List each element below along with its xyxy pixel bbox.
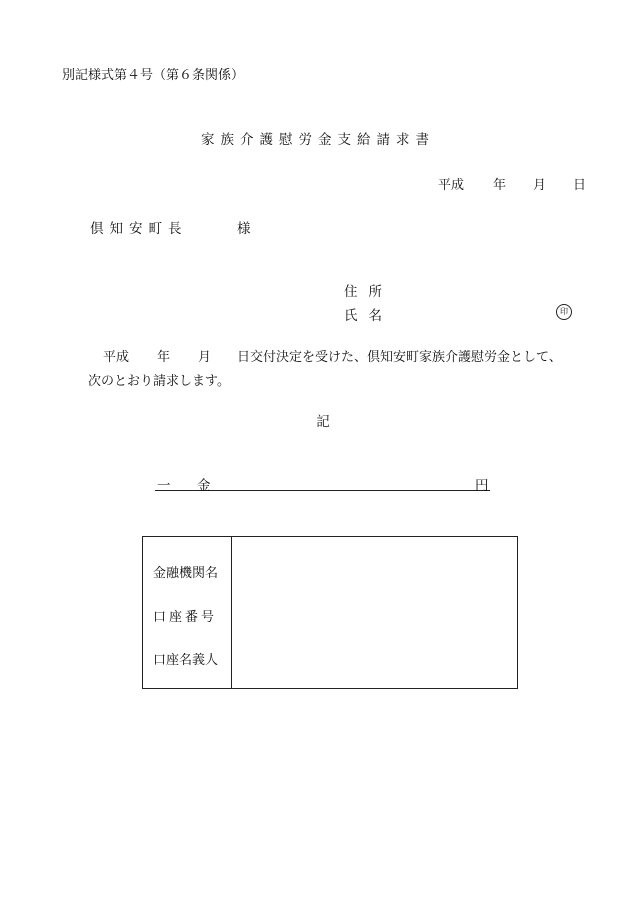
date-month-label: 月 xyxy=(533,178,547,193)
account-number-label: 口座番号 xyxy=(153,610,218,625)
document-title: 家族介護慰労金支給請求書 xyxy=(201,132,435,148)
bank-account-table xyxy=(142,536,518,689)
bank-name-label: 金融機関名 xyxy=(153,566,219,581)
bank-label-column xyxy=(143,537,232,688)
body-era: 平成 xyxy=(103,350,130,365)
account-holder-label: 口座名義人 xyxy=(153,653,219,668)
date-year-label: 年 xyxy=(493,178,507,193)
amount-ichi: 一 xyxy=(157,478,171,494)
body-year-label: 年 xyxy=(157,350,171,365)
date-day-label: 日 xyxy=(573,178,587,193)
body-line-1: 日交付決定を受けた、倶知安町家族介護慰労金として、 xyxy=(237,350,562,365)
body-month-label: 月 xyxy=(198,350,212,365)
date-era: 平成 xyxy=(438,178,465,193)
amount-kin: 金 xyxy=(197,478,211,494)
bank-value-column xyxy=(231,537,517,688)
form-number: 別記様式第４号（第６条関係） xyxy=(62,68,245,83)
name-label: 氏名 xyxy=(344,308,393,324)
amount-yen: 円 xyxy=(475,478,489,494)
ki-heading: 記 xyxy=(316,414,330,430)
body-line-2: 次のとおり請求します。 xyxy=(88,374,230,389)
address-label: 住所 xyxy=(344,284,393,300)
addressee-honorific: 様 xyxy=(237,221,251,237)
addressee-name: 倶知安町長 xyxy=(90,221,188,237)
seal-icon: 印 xyxy=(556,304,572,320)
